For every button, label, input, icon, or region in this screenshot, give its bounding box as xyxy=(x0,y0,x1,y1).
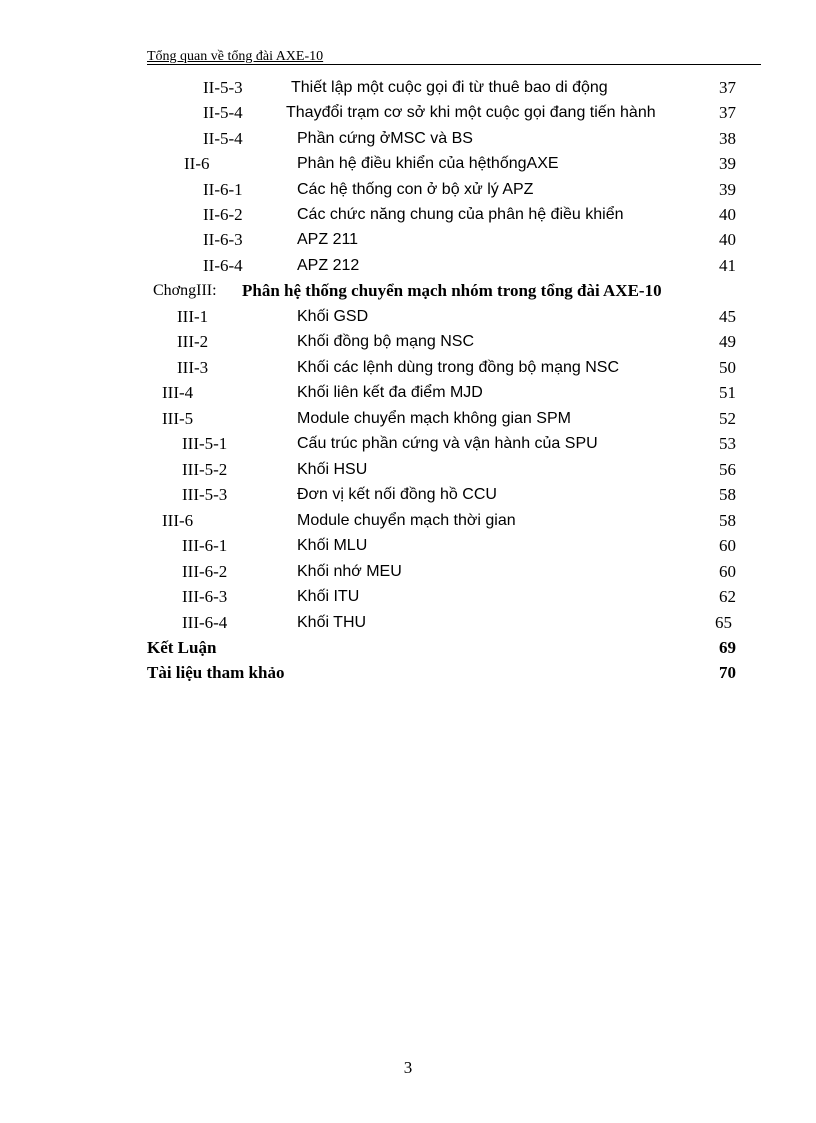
toc-entry-page: 58 xyxy=(719,485,736,504)
toc-entry-title: Khối nhớ MEU xyxy=(297,563,402,580)
toc-entry-title: Khối HSU xyxy=(297,461,368,478)
toc-entry-page: 37 xyxy=(719,103,736,122)
toc-entry-number: II-5-4 xyxy=(203,129,243,148)
toc-entry xyxy=(0,254,816,278)
toc-entry-title: Khối đồng bộ mạng NSC xyxy=(297,333,474,350)
toc-entry-title: Thiết lập một cuộc gọi đi từ thuê bao di động xyxy=(291,79,608,96)
toc-entry-title: Các chức năng chung của phân hệ điều khiển xyxy=(297,206,624,223)
toc-entry-title: Khối các lệnh dùng trong đồng bộ mạng NSC xyxy=(297,359,619,376)
toc-entry xyxy=(0,534,816,558)
toc-entry-number: II-6-3 xyxy=(203,230,243,249)
toc-entry-title: Khối MLU xyxy=(297,537,368,554)
toc-entry-number: III-6 xyxy=(162,511,194,530)
toc-entry-title: APZ 211 xyxy=(297,231,359,248)
toc-entry-title: Khối GSD xyxy=(297,308,369,325)
toc-entry-number: III-4 xyxy=(162,383,194,402)
toc-entry-page: 65 xyxy=(715,613,732,632)
toc-entry xyxy=(0,560,816,584)
toc-entry-page: 45 xyxy=(719,307,736,326)
toc-entry-page: 69 xyxy=(719,638,736,657)
toc-entry-page: 70 xyxy=(719,663,736,682)
toc-entry-page: 56 xyxy=(719,460,736,479)
toc-entry-page: 53 xyxy=(719,434,736,453)
toc-entry-number: II-6-4 xyxy=(203,256,243,275)
toc-entry-number: III-6-1 xyxy=(182,536,228,555)
toc-entry-number: II-6-2 xyxy=(203,205,243,224)
toc-entry xyxy=(0,228,816,252)
toc-entry-page: 41 xyxy=(719,256,736,275)
toc-entry-number: III-5-3 xyxy=(182,485,228,504)
toc-entry-title: Phần cứng ởMSC và BS xyxy=(297,130,473,147)
toc-entry-page: 37 xyxy=(719,78,736,97)
toc-entry-references xyxy=(0,661,816,685)
toc-entry-page: 49 xyxy=(719,332,736,351)
toc-entry xyxy=(0,611,816,635)
toc-entry-page: 40 xyxy=(719,205,736,224)
toc-entry xyxy=(0,509,816,533)
toc-entry-page: 52 xyxy=(719,409,736,428)
toc-entry xyxy=(0,483,816,507)
toc-entry-title: APZ 212 xyxy=(297,257,360,274)
toc-entry-number: III-6-3 xyxy=(182,587,228,606)
toc-entry-number: III-5-1 xyxy=(182,434,228,453)
toc-entry-conclusion xyxy=(0,636,816,660)
toc-entry-number: II-6 xyxy=(184,154,210,173)
toc-entry-number: III-1 xyxy=(177,307,209,326)
toc-entry xyxy=(0,330,816,354)
toc-entry-title: Tài liệu tham khảo xyxy=(147,663,285,682)
toc-entry-number: III-6-4 xyxy=(182,613,228,632)
toc-entry-title: Thayđổi trạm cơ sở khi một cuộc gọi đang tiến hành xyxy=(286,104,656,121)
toc-entry-page: 60 xyxy=(719,562,736,581)
toc-entry-title: Khối ITU xyxy=(297,588,360,605)
toc-entry-number: III-5 xyxy=(162,409,194,428)
toc-entry-number: III-2 xyxy=(177,332,209,351)
toc-entry-title: Module chuyển mạch thời gian xyxy=(297,512,516,529)
toc-entry xyxy=(0,203,816,227)
toc-entry-title: Kết Luận xyxy=(147,638,217,657)
toc-entry xyxy=(0,432,816,456)
toc-entry-number: III-5-2 xyxy=(182,460,228,479)
toc-entry xyxy=(0,381,816,405)
toc-entry xyxy=(0,585,816,609)
toc-entry xyxy=(0,356,816,380)
toc-entry-number: II-5-4 xyxy=(203,103,243,122)
toc-entry-page: 58 xyxy=(719,511,736,530)
toc-entry-number: II-6-1 xyxy=(203,180,243,199)
toc-chapter-title: Phân hệ thống chuyển mạch nhóm trong tổng đài AXE-10 xyxy=(242,281,662,300)
toc-entry-title: Khối THU xyxy=(297,614,367,631)
toc-entry-title: Phân hệ điều khiển của hệthốngAXE xyxy=(297,155,559,172)
toc-entry xyxy=(0,152,816,176)
toc-entry-page: 62 xyxy=(719,587,736,606)
toc-entry-title: Cấu trúc phần cứng và vận hành của SPU xyxy=(297,435,598,452)
toc-entry-title: Các hệ thống con ở bộ xử lý APZ xyxy=(297,181,534,198)
toc-entry xyxy=(0,407,816,431)
toc-entry-page: 39 xyxy=(719,154,736,173)
running-header: Tổng quan về tổng đài AXE-10 xyxy=(147,50,761,65)
toc-entry-title: Module chuyển mạch không gian SPM xyxy=(297,410,571,427)
toc-entry-page: 51 xyxy=(719,383,736,402)
toc-entry-page: 39 xyxy=(719,180,736,199)
toc-entry-number: III-6-2 xyxy=(182,562,228,581)
toc-entry-number: III-3 xyxy=(177,358,209,377)
toc-entry-page: 50 xyxy=(719,358,736,377)
toc-entry-page: 38 xyxy=(719,129,736,148)
toc-entry-page: 60 xyxy=(719,536,736,555)
toc-entry xyxy=(0,101,816,125)
toc-entry xyxy=(0,458,816,482)
toc-entry-number: II-5-3 xyxy=(203,78,243,97)
toc-entry-title: Đơn vị kết nối đồng hồ CCU xyxy=(297,486,497,503)
toc-entry-page: 40 xyxy=(719,230,736,249)
toc-entry xyxy=(0,178,816,202)
toc-chapter-heading xyxy=(0,279,816,303)
toc-entry xyxy=(0,127,816,151)
toc-entry xyxy=(0,305,816,329)
toc-entry xyxy=(0,76,816,100)
page-number: 3 xyxy=(403,1058,413,1077)
toc-entry-title: Khối liên kết đa điểm MJD xyxy=(297,384,483,401)
toc-chapter-number: ChơngIII: xyxy=(153,282,217,299)
